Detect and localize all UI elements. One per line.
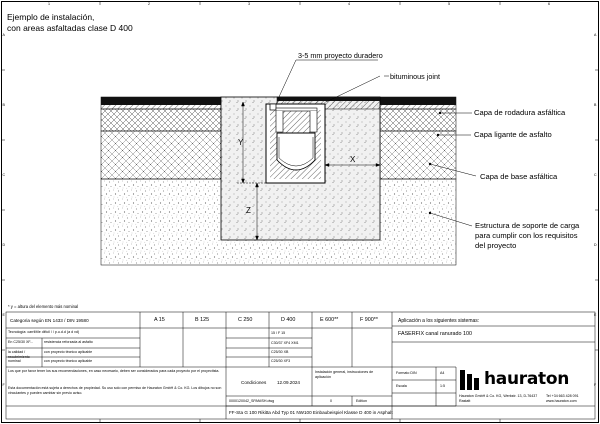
format-label: Formato DIN: [396, 371, 417, 375]
company-phone: Tel +34 663 428 091: [546, 394, 579, 398]
drawing-title: [7, 12, 207, 34]
gap-label: 3-5 mm proyecto duradero: [298, 51, 383, 60]
border-letter-d-right: D: [594, 243, 597, 247]
drawing-title-line1: Ejemplo de instalación,: [7, 12, 95, 22]
border-letter-e-right: E: [594, 313, 597, 317]
dim-y-label: Y: [238, 138, 244, 147]
side-note-2: la calidad / recubrimiento nominal: [8, 350, 30, 364]
general-note: Instalación general, instrucciones de aplicación: [315, 370, 374, 379]
border-letter-f: F: [2, 383, 5, 387]
company-web[interactable]: www.hauraton.com: [546, 399, 577, 403]
row-label-3: con proyecto técnico aplicable: [44, 350, 93, 354]
format-value: A4: [440, 371, 445, 375]
row-label-1: Tecnología: carril/tile difícil / / p.u.d.d (a d vd): [8, 330, 80, 334]
class-a15: A 15: [154, 317, 165, 323]
border-letter-f-right: F: [594, 383, 597, 387]
soporte-line2: para cumplir con los requisitos: [475, 231, 578, 240]
row-value-1: 15 / F 15: [271, 331, 286, 335]
footnote: * y = altura del elemento más nominal: [8, 304, 79, 309]
layer-label-base: Capa de base asfáltica: [480, 172, 558, 181]
border-letter-b: B: [2, 103, 5, 107]
side-note-1: En C25/30 XF...: [8, 340, 34, 344]
border-letter-c: C: [2, 173, 6, 177]
class-e600: E 600**: [320, 317, 339, 323]
scale-value: 1:5: [440, 384, 445, 388]
dim-z-label: Z: [246, 206, 251, 215]
drainage-channel: [266, 104, 325, 183]
drawing-title-line2: con areas asfaltadas clase D 400: [7, 23, 133, 33]
border-letter-d: D: [2, 243, 6, 247]
border-number-3: 3: [248, 2, 250, 6]
class-d400: D 400: [281, 317, 296, 323]
notes-text: Los que por favor tener los sus recomendaciones, en caso necesario, deben ser considerados para cada proyecto por el proyectista.: [8, 369, 220, 373]
base-course-right: [380, 131, 456, 179]
layer-label-ligante: Capa ligante de asfalto: [474, 130, 552, 139]
brand-name: hauraton: [484, 369, 570, 389]
layer-label-soporte: [475, 221, 579, 251]
row-label-4: con proyecto técnico aplicable: [44, 359, 93, 363]
date-value: 12.09.2024: [277, 380, 300, 385]
border-number-4: 4: [348, 2, 350, 6]
row-label-2: resistencia reforzada al asfalto: [44, 340, 93, 344]
file-name: 0000120042_SPANISH.dwg: [229, 399, 275, 403]
scale-label: Escala: [396, 384, 407, 388]
company-address: Hauraton GmbH & Co. KG, Werkstr. 13, D-76437 Rastatt: [459, 394, 538, 403]
binder-course-left: [101, 109, 221, 131]
conditions-label: Condiciones: [241, 380, 267, 385]
border-number-5: 5: [448, 2, 450, 6]
applicability-label: Aplicación a los siguientes sistemas:: [398, 318, 480, 324]
wearing-top-right: [380, 97, 456, 105]
row-value-4: C25/30 XF3: [271, 359, 291, 363]
disclaimer-text: Esta documentación está sujeta a derechos de propiedad. Su uso solo con permiso de Hauraton GmbH & Co. KG. Los dibujos no son vinculantes y pueden cambiar sin previo aviso.: [8, 386, 222, 395]
system-name: FASERFIX canal ranurado 100: [398, 331, 473, 337]
base-course-left: [101, 131, 221, 179]
hauraton-logo: [460, 369, 592, 391]
soporte-line1: Estructura de soporte de carga: [475, 221, 580, 230]
row-value-3: C25/30 XB: [271, 350, 289, 354]
edition-label: Edition: [356, 399, 367, 403]
binder-course-right: [380, 109, 456, 131]
soporte-line3: del proyecto: [475, 241, 517, 250]
border-letter-e: E: [2, 313, 5, 317]
description: FF-Sta G 100 Rikitta Abd Typ 01 NW100 Einbaubeispiel Klasse D 400 in Asphalt: [229, 410, 393, 415]
border-number-6: 6: [548, 2, 550, 6]
wearing-top-left: [101, 97, 221, 105]
joint-label: bituminous joint: [390, 72, 440, 81]
border-letter-b-right: B: [594, 103, 597, 107]
border-letter-a-right: A: [594, 33, 597, 37]
layer-label-rodadura: Capa de rodadura asfáltica: [474, 108, 566, 117]
class-c250: C 250: [238, 317, 253, 323]
border-letter-a: A: [2, 33, 5, 37]
border-number-1: 1: [48, 2, 50, 6]
border-number-2: 2: [148, 2, 150, 6]
dim-x-label: X: [350, 155, 356, 164]
row-value-2: C30/37 XF4 XM1: [271, 341, 299, 345]
class-b125: B 125: [195, 317, 210, 323]
class-label: Categoria según EN 1433 / DIN 19580: [10, 318, 89, 323]
page-number: 0: [330, 399, 332, 403]
border-letter-c-right: C: [594, 173, 597, 177]
logo-mark-icon: [460, 370, 482, 390]
asphalt-top-strip: [277, 97, 380, 101]
class-f900: F 900**: [360, 317, 378, 323]
